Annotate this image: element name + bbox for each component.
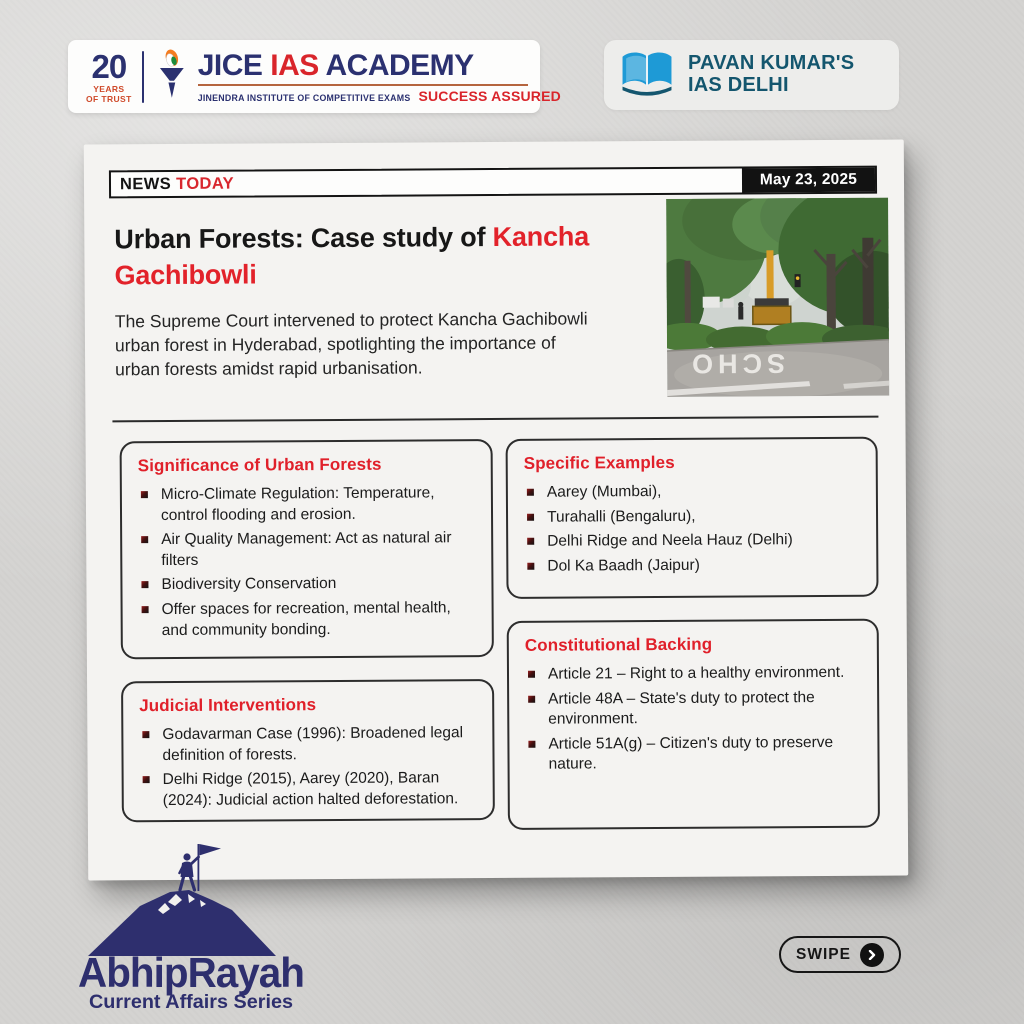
section-divider [112, 416, 878, 423]
bullet-square-icon [142, 731, 149, 738]
card-title: Judicial Interventions [139, 695, 317, 716]
article-summary: The Supreme Court intervened to protect Kancha Gachibowli urban forest in Hyderabad, spotlighting the importance of urban forests amidst rapid urbanisation. [114, 308, 588, 379]
swipe-label: SWIPE [796, 945, 851, 963]
bullet-square-icon [141, 491, 148, 498]
bullet-square-icon [141, 536, 148, 543]
list-item: Biodiversity Conservation [138, 574, 477, 597]
years-label: YEARS [93, 83, 125, 94]
article-title: Urban Forests: Case study of Kancha Gachibowli [114, 221, 590, 291]
road-marking-text: SCHO [687, 348, 786, 379]
date-badge: May 23, 2025 [742, 168, 875, 193]
card-title: Constitutional Backing [524, 634, 713, 655]
swipe-button[interactable] [779, 936, 901, 973]
arrow-right-icon [860, 943, 884, 967]
years-number: 20 [91, 47, 127, 85]
bullet-square-icon [527, 489, 534, 496]
news-today-label: NEWS TODAY [119, 174, 235, 193]
list-item: Dol Ka Baadh (Jaipur) [524, 555, 862, 578]
series-label: Current Affairs Series [89, 991, 294, 1010]
trust-label: OF TRUST [86, 94, 132, 104]
list-item: Article 51A(g) – Citizen's duty to preserve nature. [525, 733, 863, 776]
bullet-square-icon [528, 695, 535, 702]
jice-academy-logo [68, 40, 561, 113]
card-significance [120, 439, 494, 659]
years-of-trust-badge [86, 47, 132, 104]
logo-divider [142, 51, 144, 103]
mountain-flag-icon [88, 844, 276, 956]
brand-name: AbhipRayah [78, 949, 304, 996]
list-item: Delhi Ridge (2015), Aarey (2020), Baran (2024): Judicial action halted deforestation. [140, 768, 479, 811]
urban-forest-photo [666, 198, 889, 397]
pavan-kumar-name: PAVAN KUMAR'S IAS DELHI [688, 52, 855, 96]
card-specific-examples [506, 437, 879, 599]
academy-subtitle: JINENDRA INSTITUTE OF COMPETITIVE EXAMS [197, 92, 411, 103]
academy-tagline: SUCCESS ASSURED [418, 87, 561, 104]
list-item: Godavarman Case (1996): Broadened legal definition of forests. [139, 723, 478, 766]
news-bar [109, 166, 877, 199]
news-sheet [84, 140, 908, 881]
card-constitutional-backing [507, 619, 880, 830]
bullet-square-icon [527, 538, 534, 545]
list-item: Article 48A – State's duty to protect the environment. [525, 687, 863, 730]
list-item: Air Quality Management: Act as natural air filters [138, 528, 477, 571]
pavan-kumar-logo [604, 40, 899, 110]
bullet-square-icon [528, 741, 535, 748]
bullet-square-icon [142, 606, 149, 613]
card-title: Specific Examples [523, 452, 675, 473]
academy-name: JICE IAS ACADEMY [197, 48, 474, 82]
bullet-square-icon [528, 671, 535, 678]
bullet-square-icon [141, 582, 148, 589]
bullet-square-icon [143, 776, 150, 783]
list-item: Delhi Ridge and Neela Hauz (Delhi) [524, 530, 862, 553]
logo-underline [198, 84, 528, 86]
list-item: Offer spaces for recreation, mental health, and community bonding. [139, 598, 478, 641]
card-title: Significance of Urban Forests [137, 454, 382, 476]
list-item: Micro-Climate Regulation: Temperature, control flooding and erosion. [138, 483, 477, 526]
bullet-square-icon [527, 563, 534, 570]
list-item: Article 21 – Right to a healthy environment. [525, 663, 863, 686]
abhiprayah-logo [70, 838, 312, 1010]
torch-icon [154, 45, 188, 108]
card-judicial-interventions [121, 679, 495, 822]
open-book-icon [618, 50, 676, 101]
list-item: Aarey (Mumbai), [524, 481, 862, 504]
bullet-square-icon [527, 513, 534, 520]
list-item: Turahalli (Bengaluru), [524, 505, 862, 528]
